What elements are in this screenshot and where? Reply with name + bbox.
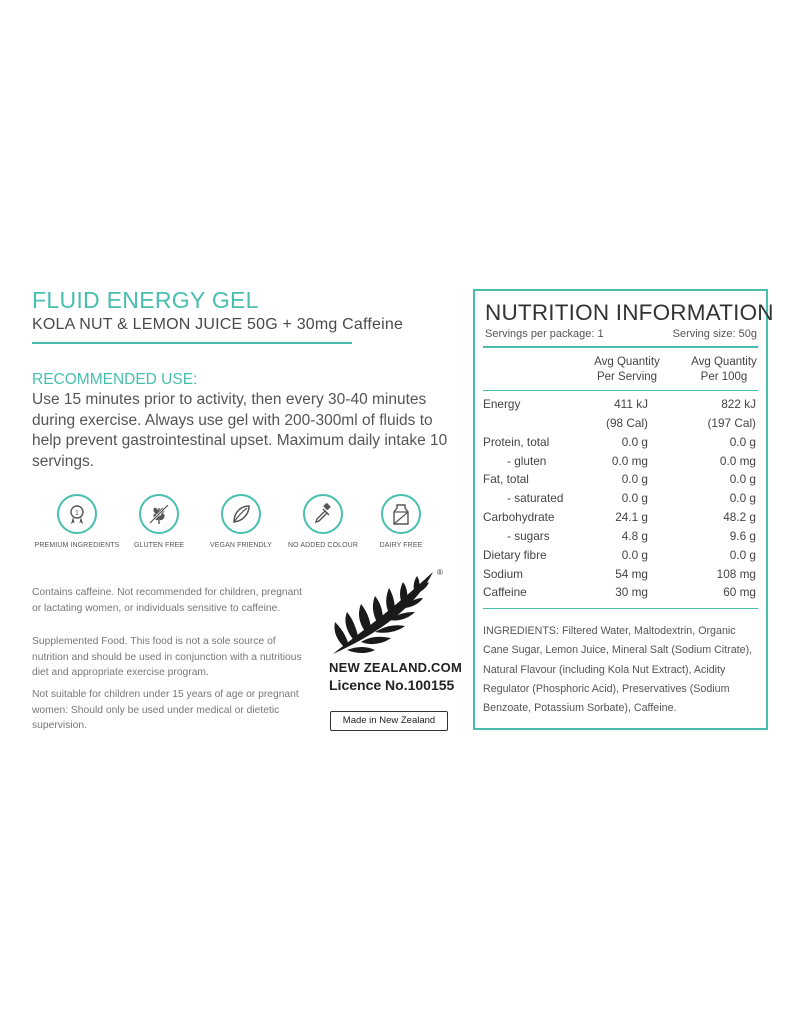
per-serving-value: 0.0 g [621,472,648,486]
per-100g-value: (197 Cal) [707,416,756,430]
badge-label: PREMIUM INGREDIENTS [34,542,120,549]
per-serving-value: 24.1 g [615,510,648,524]
col-header-line: Avg Quantity [691,356,757,368]
badge-dairy-free [356,494,446,549]
nutrition-row-energy-cal [483,416,758,435]
per-serving-value: 30 mg [615,585,648,599]
nutrition-row-fat [483,472,758,491]
panel-divider [483,390,758,391]
row-label: - saturated [507,491,564,505]
badge-vegan-friendly [196,494,286,549]
per-100g-value: 0.0 g [729,548,756,562]
per-100g-value: 9.6 g [729,529,756,543]
badge-label: VEGAN FRIENDLY [210,542,272,549]
per-serving-value: 0.0 g [621,435,648,449]
per-100g-value: 48.2 g [723,510,756,524]
recommended-use-heading: RECOMMENDED USE: [32,371,198,388]
nutrition-row-sugars [483,529,758,548]
row-label: Protein, total [483,435,550,449]
nutrition-row-fibre [483,548,758,567]
age-restriction-notice: Not suitable for children under 15 years of age or pregnant women: Should only be used under medical or dietetic supervision. [32,689,299,731]
per-100g-value: 108 mg [716,567,756,581]
panel-divider [483,608,758,609]
row-label: Fat, total [483,472,529,486]
svg-text:1: 1 [75,510,79,517]
per-100g-value: 0.0 mg [719,454,756,468]
row-label: Energy [483,397,521,411]
col-header-line: Per Serving [596,371,658,383]
nutrition-row-carbohydrate [483,510,758,529]
serving-size: Serving size: 50g [672,328,757,340]
per-serving-value: (98 Cal) [606,416,648,430]
recommended-use-text: Use 15 minutes prior to activity, then every 30-40 minutes during exercise. Always use gel with 200-300ml of fluids to help prevent gastrointestinal upset. Maximum daily intake 10 servings. [32,391,448,470]
nutrition-row-protein [483,435,758,454]
per-serving-value: 4.8 g [621,529,648,543]
no-added-colour-icon [303,494,343,534]
nutrition-title: NUTRITION INFORMATION [485,300,774,325]
per-100g-value: 0.0 g [729,491,756,505]
vegan-friendly-icon [221,494,261,534]
ingredients-list: INGREDIENTS: Filtered Water, Maltodextrin, Organic Cane Sugar, Lemon Juice, Mineral Salt (Sodium Citrate), Natural Flavour (including Kola Nut Extract), Acidity Regulator (Phosphoric Acid), Preservatives (Sodium Benzoate, Potassium Sorbate), Caffeine. [483,625,753,715]
col-header-line: Per 100g [700,371,748,383]
licence-number: Licence No.100155 [329,677,455,693]
supplemented-food-notice: Supplemented Food. This food is not a sole source of nutrition and should be used in conjunction with a nutritious diet and appropriate exercise program. [32,636,302,678]
per-serving-value: 0.0 g [621,548,648,562]
badge-label: DAIRY FREE [379,542,423,549]
col-header-per-100g [677,355,771,385]
caffeine-warning: Contains caffeine. Not recommended for children, pregnant or lactating women, or individuals sensitive to caffeine. [32,587,302,614]
per-100g-value: 60 mg [723,585,756,599]
badge-premium-ingredients [32,494,122,549]
badge-label: GLUTEN FREE [133,542,185,549]
product-subtitle: KOLA NUT & LEMON JUICE 50G + 30mg Caffeine [32,316,404,333]
badge-gluten-free [114,494,204,549]
title-divider [32,342,352,344]
nutrition-row-sodium [483,567,758,586]
nutrition-row-caffeine [483,585,758,604]
row-label: Caffeine [483,585,527,599]
silver-fern-logo [325,566,437,658]
per-serving-value: 411 kJ [614,397,648,411]
premium-ingredients-icon [57,494,97,534]
row-label: Sodium [483,567,523,581]
col-header-per-serving [577,355,677,385]
dairy-free-icon [381,494,421,534]
per-serving-value: 54 mg [615,567,648,581]
panel-divider [483,346,758,348]
per-serving-value: 0.0 g [621,491,648,505]
row-label: - gluten [507,454,547,468]
registered-trademark: ® [437,568,443,577]
nutrition-row-gluten [483,454,758,473]
row-label: - sugars [507,529,550,543]
col-header-line: Avg Quantity [594,356,660,368]
nutrition-row-energy [483,397,758,416]
product-title: FLUID ENERGY GEL [32,287,259,313]
row-label: Carbohydrate [483,510,555,524]
made-in-new-zealand-badge: Made in New Zealand [330,711,448,731]
gluten-free-icon [139,494,179,534]
nutrition-row-saturated [483,491,758,510]
new-zealand-com-text: NEW ZEALAND.COM [329,660,462,675]
per-100g-value: 0.0 g [729,472,756,486]
per-100g-value: 0.0 g [729,435,756,449]
badge-label: NO ADDED COLOUR [288,542,358,549]
per-serving-value: 0.0 mg [611,454,648,468]
per-100g-value: 822 kJ [721,397,756,411]
servings-per-package: Servings per package: 1 [485,328,604,340]
badge-no-added-colour [278,494,368,549]
row-label: Dietary fibre [483,548,547,562]
